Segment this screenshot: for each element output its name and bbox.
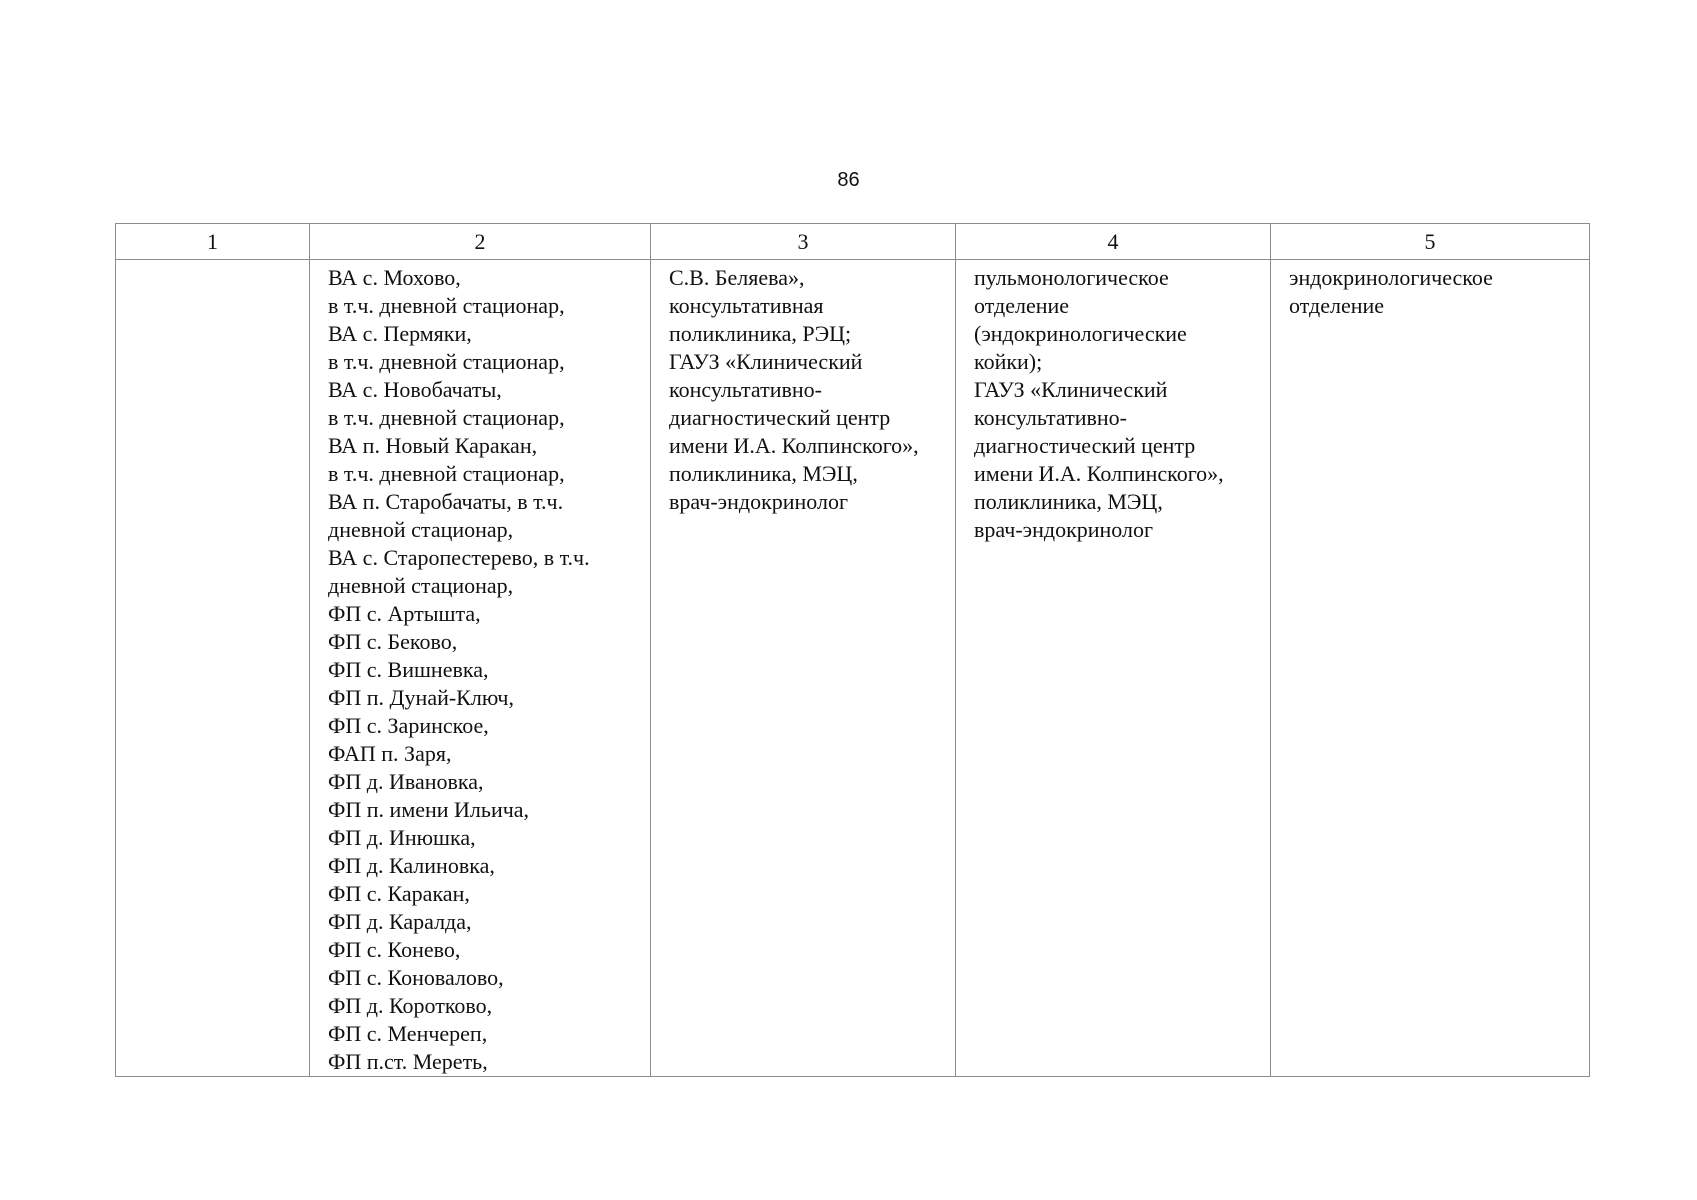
cell-line: ФП с. Менчереп, — [328, 1021, 488, 1046]
cell-line: ВА с. Мохово, — [328, 265, 461, 290]
cell-line: диагностический центр — [669, 405, 891, 430]
cell-line: койки); — [974, 349, 1043, 374]
column-header-2: 2 — [310, 224, 651, 260]
cell-line: ГАУЗ «Клинический — [974, 377, 1168, 402]
cell-line: эндокринологическое — [1289, 265, 1493, 290]
cell-line: С.В. Беляева», — [669, 265, 805, 290]
cell-line: ВА с. Пермяки, — [328, 321, 472, 346]
cell-line: в т.ч. дневной стационар, — [328, 461, 565, 486]
cell-line: ФП с. Заринское, — [328, 713, 489, 738]
table-cell-col2 — [310, 260, 651, 1077]
cell-line: ФП д. Коротково, — [328, 993, 493, 1018]
table-cell-col1 — [116, 260, 310, 1077]
cell-line: диагностический центр — [974, 433, 1196, 458]
data-table — [115, 223, 1590, 1077]
column-header-1: 1 — [116, 224, 310, 260]
cell-lines-col5 — [1271, 260, 1589, 320]
cell-line: поликлиника, МЭЦ, — [669, 461, 858, 486]
cell-line: ГАУЗ «Клинический — [669, 349, 863, 374]
cell-line: ФП д. Инюшка, — [328, 825, 476, 850]
cell-lines-col1 — [116, 260, 309, 264]
cell-line: ФП с. Конево, — [328, 937, 461, 962]
cell-line: ВА с. Старопестерево, в т.ч. — [328, 545, 590, 570]
cell-line: ФП с. Артышта, — [328, 601, 481, 626]
cell-line: консультативная — [669, 293, 824, 318]
cell-line: в т.ч. дневной стационар, — [328, 349, 565, 374]
cell-line: дневной стационар, — [328, 573, 514, 598]
cell-line: в т.ч. дневной стационар, — [328, 405, 565, 430]
cell-line: ФП п. Дунай-Ключ, — [328, 685, 515, 710]
cell-line: врач-эндокринолог — [974, 517, 1154, 542]
table-row — [116, 260, 1590, 1077]
cell-line: ФП с. Каракан, — [328, 881, 470, 906]
cell-line: (эндокринологические — [974, 321, 1187, 346]
cell-line: ФАП п. Заря, — [328, 741, 452, 766]
cell-line: дневной стационар, — [328, 517, 514, 542]
table-cell-col3 — [651, 260, 956, 1077]
cell-lines-col4 — [956, 260, 1270, 544]
cell-line: отделение — [1289, 293, 1385, 318]
table-cell-col5 — [1271, 260, 1590, 1077]
table-cell-col4 — [956, 260, 1271, 1077]
cell-line: врач-эндокринолог — [669, 489, 849, 514]
cell-line: в т.ч. дневной стационар, — [328, 293, 565, 318]
cell-line: имени И.А. Колпинского», — [974, 461, 1224, 486]
cell-line: ВА с. Новобачаты, — [328, 377, 502, 402]
table-header-row — [116, 224, 1590, 260]
column-header-5: 5 — [1271, 224, 1590, 260]
cell-line: поликлиника, МЭЦ, — [974, 489, 1163, 514]
cell-line: ФП д. Ивановка, — [328, 769, 484, 794]
cell-line: консультативно- — [974, 405, 1127, 430]
column-header-3: 3 — [651, 224, 956, 260]
cell-lines-col2 — [310, 260, 650, 1076]
cell-line: ФП п. имени Ильича, — [328, 797, 530, 822]
cell-line: поликлиника, РЭЦ; — [669, 321, 852, 346]
cell-line: имени И.А. Колпинского», — [669, 433, 919, 458]
cell-line: ФП с. Вишневка, — [328, 657, 489, 682]
cell-line: ФП д. Калиновка, — [328, 853, 495, 878]
page-number: 86 — [837, 169, 860, 191]
cell-line: ФП с. Коновалово, — [328, 965, 504, 990]
cell-lines-col3 — [651, 260, 955, 516]
column-header-4: 4 — [956, 224, 1271, 260]
cell-line: ВА п. Старобачаты, в т.ч. — [328, 489, 564, 514]
cell-line: ФП п.ст. Мереть, — [328, 1049, 488, 1074]
cell-line: пульмонологическое — [974, 265, 1169, 290]
cell-line: ВА п. Новый Каракан, — [328, 433, 538, 458]
cell-line: консультативно- — [669, 377, 822, 402]
cell-line: отделение — [974, 293, 1070, 318]
cell-line: ФП с. Беково, — [328, 629, 458, 654]
cell-line: ФП д. Каралда, — [328, 909, 472, 934]
